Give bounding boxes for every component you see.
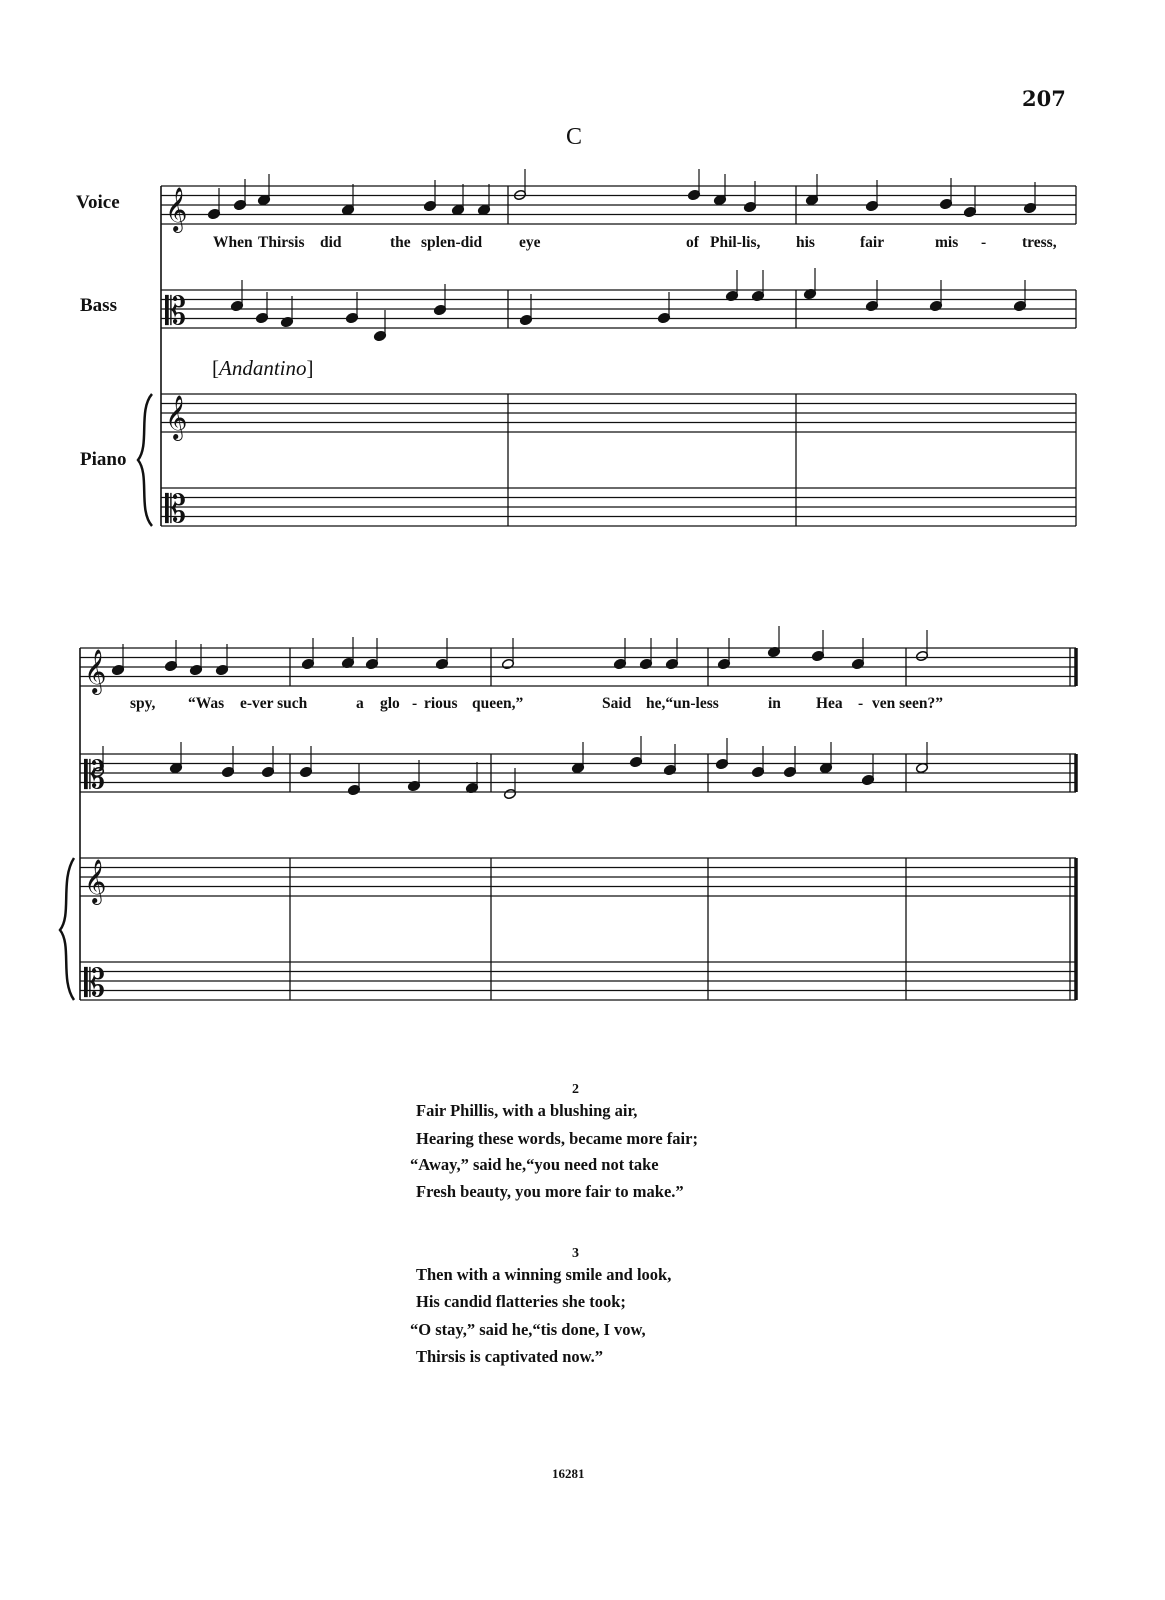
notation-marks <box>60 169 1076 1005</box>
clef-icon: 𝄡 <box>165 289 187 333</box>
verse-number: 2 <box>572 1082 579 1097</box>
clef-icon: 𝄞 <box>165 395 188 439</box>
verse-line: Then with a winning smile and look, <box>416 1265 672 1284</box>
verse-line: Thirsis is captivated now.” <box>416 1347 604 1366</box>
lyric-syllable: - <box>412 695 418 712</box>
lyric-syllable: Thirsis <box>258 234 305 251</box>
lyric-syllable: “Was <box>188 695 225 712</box>
section-letter: C <box>566 124 583 150</box>
lyric-syllable: Phil-lis, <box>710 234 761 251</box>
page-number: 207 <box>1022 86 1066 111</box>
piano-brace <box>60 858 74 1000</box>
plate-number: 16281 <box>552 1466 585 1481</box>
verse-line: Hearing these words, became more fair; <box>416 1129 698 1148</box>
verse-number: 3 <box>572 1246 579 1261</box>
lyric-syllable: splen-did <box>421 234 483 251</box>
lyric-syllable: rious <box>424 695 458 712</box>
tempo-text: Andantino <box>219 356 307 380</box>
lyric-syllable: Hea <box>816 695 843 712</box>
voice-label: Voice <box>76 192 120 213</box>
lyric-syllable: a <box>356 695 364 712</box>
lyric-syllable: queen,” <box>472 695 524 712</box>
lyric-syllable: did <box>320 234 342 251</box>
verse-line: Fresh beauty, you more fair to make.” <box>416 1182 684 1201</box>
lyric-syllable: mis <box>935 234 959 251</box>
lyric-syllable: he,“un-less <box>646 695 719 712</box>
lyric-syllable: e-ver such <box>240 695 308 712</box>
lyric-syllable: - <box>981 234 987 251</box>
lyric-syllable: of <box>686 234 699 251</box>
verse-line: Fair Phillis, with a blushing air, <box>416 1101 638 1120</box>
bass-label: Bass <box>80 295 117 316</box>
verse-line: His candid flatteries she took; <box>416 1292 626 1311</box>
staff-lines <box>80 186 1076 1000</box>
clef-icon: 𝄞 <box>84 649 107 693</box>
piano-label: Piano <box>80 449 127 470</box>
clef-icon: 𝄞 <box>165 187 188 231</box>
lyric-syllable: When <box>213 234 253 251</box>
lyric-syllable: the <box>390 234 411 251</box>
clef-icon: 𝄡 <box>84 961 106 1005</box>
lyric-syllable: - <box>858 695 864 712</box>
lyric-syllable: in <box>768 695 781 712</box>
lyric-syllable: Said <box>602 695 632 712</box>
lyric-syllable: his <box>796 234 815 251</box>
lyric-syllable: fair <box>860 234 885 251</box>
verse-line: “O stay,” said he,“tis done, I vow, <box>410 1320 646 1339</box>
lyric-syllable: glo <box>380 695 400 712</box>
lyric-syllable: spy, <box>130 695 156 712</box>
clef-icon: 𝄡 <box>165 487 187 531</box>
lyric-syllable: ven seen?” <box>872 695 944 712</box>
tempo-marking: [Andantino] <box>212 356 314 380</box>
verse-line: “Away,” said he,“you need not take <box>410 1155 659 1174</box>
clef-icon: 𝄡 <box>84 753 106 797</box>
piano-brace <box>138 394 152 526</box>
lyric-syllable: tress, <box>1022 234 1057 251</box>
lyric-syllable: eye <box>519 234 541 251</box>
clef-icon: 𝄞 <box>84 859 107 903</box>
